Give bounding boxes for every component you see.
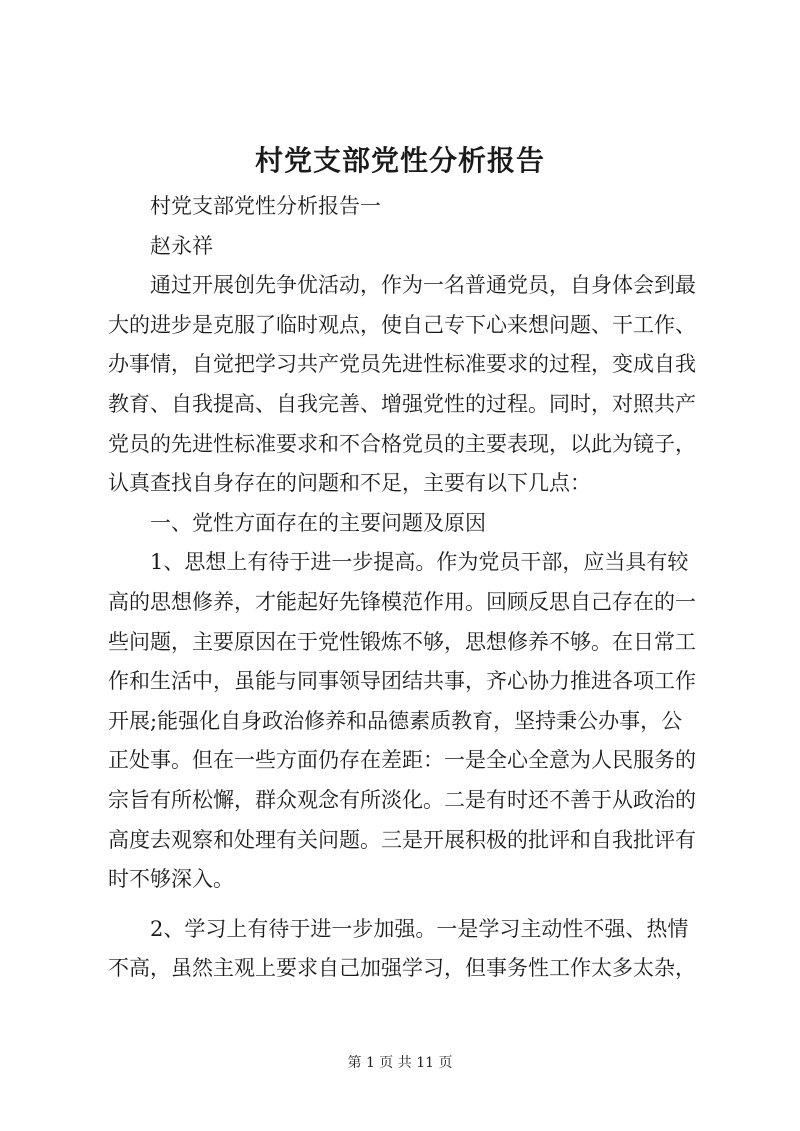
paragraph-line: 开展;能强化自身政治修养和品德素质教育，坚持秉公办事，公 [108, 708, 683, 733]
paragraph-line: 宗旨有所松懈，群众观念有所淡化。二是有时还不善于从政治的 [108, 787, 696, 812]
document-title: 村党支部党性分析报告 [254, 144, 545, 177]
paragraph-line: 高的思想修养，才能起好先锋模范作用。回顾反思自己存在的一 [108, 589, 696, 614]
section-heading: 一、党性方面存在的主要问题及原因 [150, 510, 486, 535]
author-line: 赵永祥 [150, 233, 213, 258]
paragraph-line: 大的进步是克服了临时观点，使自己专下心来想问题、干工作、 [108, 312, 696, 337]
paragraph-line: 正处事。但在一些方面仍存在差距：一是全心全意为人民服务的 [108, 748, 696, 773]
paragraph-line: 高度去观察和处理有关问题。三是开展积极的批评和自我批评有 [108, 827, 696, 852]
subtitle-line: 村党支部党性分析报告一 [150, 194, 381, 218]
paragraph-line: 2、学习上有待于进一步加强。一是学习主动性不强、热情 [150, 916, 689, 941]
paragraph-line: 党员的先进性标准要求和不合格党员的主要表现，以此为镜子， [108, 431, 696, 456]
paragraph-line: 作和生活中，虽能与同事领导团结共事，齐心协力推进各项工作 [108, 669, 696, 694]
paragraph-line: 时不够深入。 [108, 867, 234, 892]
page-footer: 第 1 页 共 11 页 [347, 1055, 453, 1071]
paragraph-line: 1、思想上有待于进一步提高。作为党员干部，应当具有较 [150, 550, 689, 575]
paragraph-line: 认真查找自身存在的问题和不足，主要有以下几点： [108, 471, 591, 496]
paragraph-line: 通过开展创先争优活动，作为一名普通党员，自身体会到最 [150, 273, 696, 298]
document-body [108, 187, 708, 989]
paragraph-line: 办事情，自觉把学习共产党员先进性标准要求的过程，变成自我 [108, 352, 696, 377]
paragraph-line: 些问题，主要原因在于党性锻炼不够，思想修养不够。在日常工 [108, 629, 696, 654]
paragraph-line: 不高，虽然主观上要求自己加强学习，但事务性工作太多太杂， [108, 956, 696, 981]
paragraph-line: 教育、自我提高、自我完善、增强党性的过程。同时，对照共产 [108, 391, 696, 416]
